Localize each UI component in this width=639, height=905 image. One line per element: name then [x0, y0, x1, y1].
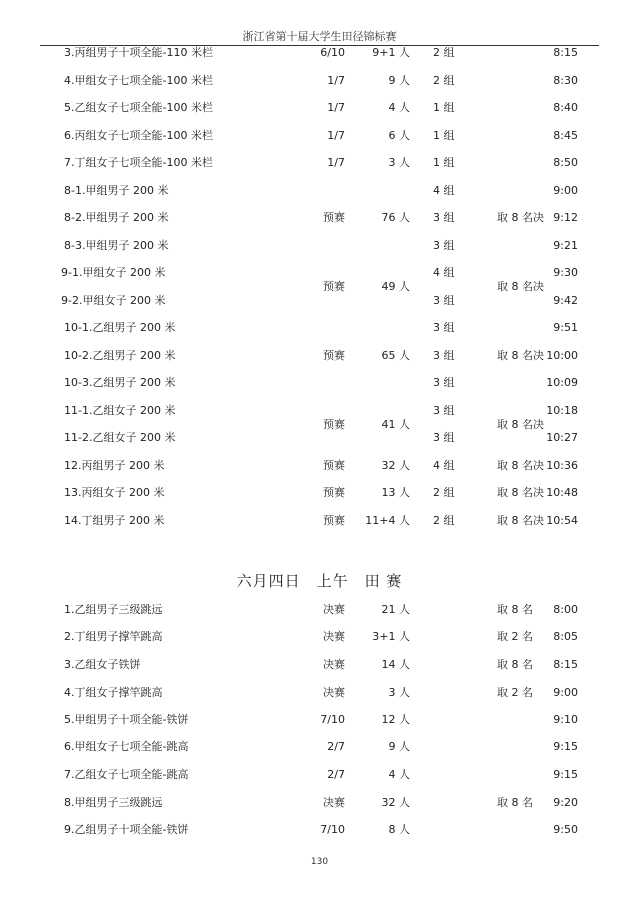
- qualification-note: 取 8 名: [497, 796, 533, 809]
- event-name: 9-1.甲组女子 200 米: [61, 266, 166, 279]
- table-row: [0, 711, 639, 729]
- round-label: 1/7: [327, 129, 345, 142]
- start-time: 10:36: [546, 459, 578, 472]
- athlete-count: 49 人: [381, 280, 410, 293]
- table-row: [0, 127, 639, 145]
- round-label: 决赛: [323, 630, 345, 643]
- qualification-note: 取 8 名决: [497, 211, 544, 224]
- event-name: 14.丁组男子 200 米: [64, 514, 165, 527]
- group-count: 4 组: [433, 459, 455, 472]
- round-label: 预赛: [323, 211, 345, 224]
- event-name: 6.甲组女子七项全能-跳高: [64, 740, 189, 753]
- group-count: 3 组: [433, 239, 455, 252]
- round-label: 2/7: [327, 740, 345, 753]
- start-time: 8:50: [553, 156, 578, 169]
- qualification-note: 取 2 名: [497, 630, 533, 643]
- table-row: [0, 99, 639, 117]
- start-time: 8:00: [553, 603, 578, 616]
- page-number: 130: [310, 857, 329, 867]
- event-name: 12.丙组男子 200 米: [64, 459, 165, 472]
- table-row: [0, 628, 639, 646]
- round-label: 决赛: [323, 603, 345, 616]
- group-count: 1 组: [433, 156, 455, 169]
- event-name: 5.乙组女子七项全能-100 米栏: [64, 101, 213, 114]
- table-row: [0, 182, 639, 200]
- group-count: 3 组: [433, 211, 455, 224]
- athlete-count: 9 人: [388, 740, 410, 753]
- athlete-count: 14 人: [381, 658, 410, 671]
- round-label: 预赛: [323, 514, 345, 527]
- start-time: 9:15: [553, 740, 578, 753]
- athlete-count: 13 人: [381, 486, 410, 499]
- round-label: 1/7: [327, 101, 345, 114]
- table-row: [0, 44, 639, 62]
- table-row: [0, 72, 639, 90]
- round-label: 预赛: [323, 459, 345, 472]
- start-time: 9:51: [553, 321, 578, 334]
- event-name: 11-2.乙组女子 200 米: [64, 431, 176, 444]
- athlete-count: 11+4 人: [365, 514, 410, 527]
- start-time: 9:42: [553, 294, 578, 307]
- event-name: 6.丙组女子七项全能-100 米栏: [64, 129, 213, 142]
- event-name: 13.丙组女子 200 米: [64, 486, 165, 499]
- qualification-note: 取 8 名决: [497, 280, 544, 293]
- group-count: 2 组: [433, 46, 455, 59]
- start-time: 9:50: [553, 823, 578, 836]
- round-label: 1/7: [327, 74, 345, 87]
- athlete-count: 32 人: [381, 796, 410, 809]
- table-row: [0, 601, 639, 619]
- table-row: [0, 684, 639, 702]
- start-time: 9:10: [553, 713, 578, 726]
- group-count: 2 组: [433, 74, 455, 87]
- athlete-count: 21 人: [381, 603, 410, 616]
- event-name: 10-3.乙组男子 200 米: [64, 376, 176, 389]
- group-count: 1 组: [433, 129, 455, 142]
- table-row: [0, 209, 639, 227]
- qualification-note: 取 8 名决: [497, 418, 544, 431]
- table-row: [0, 237, 639, 255]
- qualification-note: 取 8 名: [497, 603, 533, 616]
- event-name: 8-1.甲组男子 200 米: [64, 184, 169, 197]
- qualification-note: 取 8 名决: [497, 459, 544, 472]
- event-name: 4.甲组女子七项全能-100 米栏: [64, 74, 213, 87]
- athlete-count: 6 人: [388, 129, 410, 142]
- group-count: 1 组: [433, 101, 455, 114]
- event-name: 5.甲组男子十项全能-铁饼: [64, 713, 189, 726]
- round-label: 决赛: [323, 796, 345, 809]
- athlete-count: 4 人: [388, 768, 410, 781]
- athlete-count: 9+1 人: [372, 46, 410, 59]
- athlete-count: 32 人: [381, 459, 410, 472]
- start-time: 9:21: [553, 239, 578, 252]
- round-label: 预赛: [323, 349, 345, 362]
- event-name: 9-2.甲组女子 200 米: [61, 294, 166, 307]
- start-time: 8:15: [553, 46, 578, 59]
- event-name: 10-1.乙组男子 200 米: [64, 321, 176, 334]
- group-count: 3 组: [433, 349, 455, 362]
- round-label: 预赛: [323, 486, 345, 499]
- athlete-count: 3 人: [388, 156, 410, 169]
- event-name: 3.乙组女子铁饼: [64, 658, 141, 671]
- table-row: [0, 154, 639, 172]
- group-count: 3 组: [433, 321, 455, 334]
- table-row: [0, 457, 639, 475]
- athlete-count: 9 人: [388, 74, 410, 87]
- athlete-count: 41 人: [381, 418, 410, 431]
- qualification-note: 取 8 名决: [497, 486, 544, 499]
- start-time: 10:27: [546, 431, 578, 444]
- group-count: 3 组: [433, 376, 455, 389]
- event-name: 8.甲组男子三级跳远: [64, 796, 163, 809]
- group-count: 4 组: [433, 266, 455, 279]
- athlete-count: 3 人: [388, 686, 410, 699]
- page-header-title: 浙江省第十届大学生田径锦标赛: [242, 30, 397, 43]
- start-time: 8:40: [553, 101, 578, 114]
- start-time: 8:30: [553, 74, 578, 87]
- event-name: 7.乙组女子七项全能-跳高: [64, 768, 189, 781]
- athlete-count: 8 人: [388, 823, 410, 836]
- event-name: 2.丁组男子撑竿跳高: [64, 630, 163, 643]
- event-name: 4.丁组女子撑竿跳高: [64, 686, 163, 699]
- round-label: 预赛: [323, 418, 345, 431]
- athlete-count: 4 人: [388, 101, 410, 114]
- start-time: 10:00: [546, 349, 578, 362]
- athlete-count: 3+1 人: [372, 630, 410, 643]
- event-name: 8-3.甲组男子 200 米: [64, 239, 169, 252]
- table-row: [0, 429, 639, 447]
- group-count: 3 组: [433, 431, 455, 444]
- round-label: 2/7: [327, 768, 345, 781]
- table-row: [0, 319, 639, 337]
- start-time: 10:54: [546, 514, 578, 527]
- start-time: 9:12: [553, 211, 578, 224]
- athlete-count: 12 人: [381, 713, 410, 726]
- round-label: 决赛: [323, 658, 345, 671]
- round-label: 7/10: [320, 823, 345, 836]
- event-name: 10-2.乙组男子 200 米: [64, 349, 176, 362]
- round-label: 决赛: [323, 686, 345, 699]
- start-time: 8:05: [553, 630, 578, 643]
- group-count: 2 组: [433, 486, 455, 499]
- event-name: 3.丙组男子十项全能-110 米栏: [64, 46, 213, 59]
- table-row: [0, 374, 639, 392]
- start-time: 9:30: [553, 266, 578, 279]
- group-count: 2 组: [433, 514, 455, 527]
- round-label: 6/10: [320, 46, 345, 59]
- start-time: 9:15: [553, 768, 578, 781]
- round-label: 7/10: [320, 713, 345, 726]
- event-name: 7.丁组女子七项全能-100 米栏: [64, 156, 213, 169]
- table-row: [0, 766, 639, 784]
- event-name: 8-2.甲组男子 200 米: [64, 211, 169, 224]
- group-count: 3 组: [433, 404, 455, 417]
- group-count: 3 组: [433, 294, 455, 307]
- table-row: [0, 821, 639, 839]
- athlete-count: 65 人: [381, 349, 410, 362]
- table-row: [0, 484, 639, 502]
- table-row: [0, 794, 639, 812]
- qualification-note: 取 8 名决: [497, 349, 544, 362]
- table-row: [0, 292, 639, 310]
- start-time: 8:45: [553, 129, 578, 142]
- qualification-note: 取 8 名决: [497, 514, 544, 527]
- round-label: 预赛: [323, 280, 345, 293]
- event-name: 9.乙组男子十项全能-铁饼: [64, 823, 189, 836]
- start-time: 10:48: [546, 486, 578, 499]
- start-time: 9:00: [553, 184, 578, 197]
- qualification-note: 取 2 名: [497, 686, 533, 699]
- event-name: 1.乙组男子三级跳远: [64, 603, 163, 616]
- round-label: 1/7: [327, 156, 345, 169]
- section-title: 六月四日 上午 田 赛: [236, 572, 403, 590]
- qualification-note: 取 8 名: [497, 658, 533, 671]
- athlete-count: 76 人: [381, 211, 410, 224]
- group-count: 4 组: [433, 184, 455, 197]
- table-row: [0, 347, 639, 365]
- start-time: 9:20: [553, 796, 578, 809]
- start-time: 9:00: [553, 686, 578, 699]
- event-name: 11-1.乙组女子 200 米: [64, 404, 176, 417]
- table-row: [0, 656, 639, 674]
- start-time: 10:09: [546, 376, 578, 389]
- start-time: 8:15: [553, 658, 578, 671]
- start-time: 10:18: [546, 404, 578, 417]
- table-row: [0, 738, 639, 756]
- table-row: [0, 512, 639, 530]
